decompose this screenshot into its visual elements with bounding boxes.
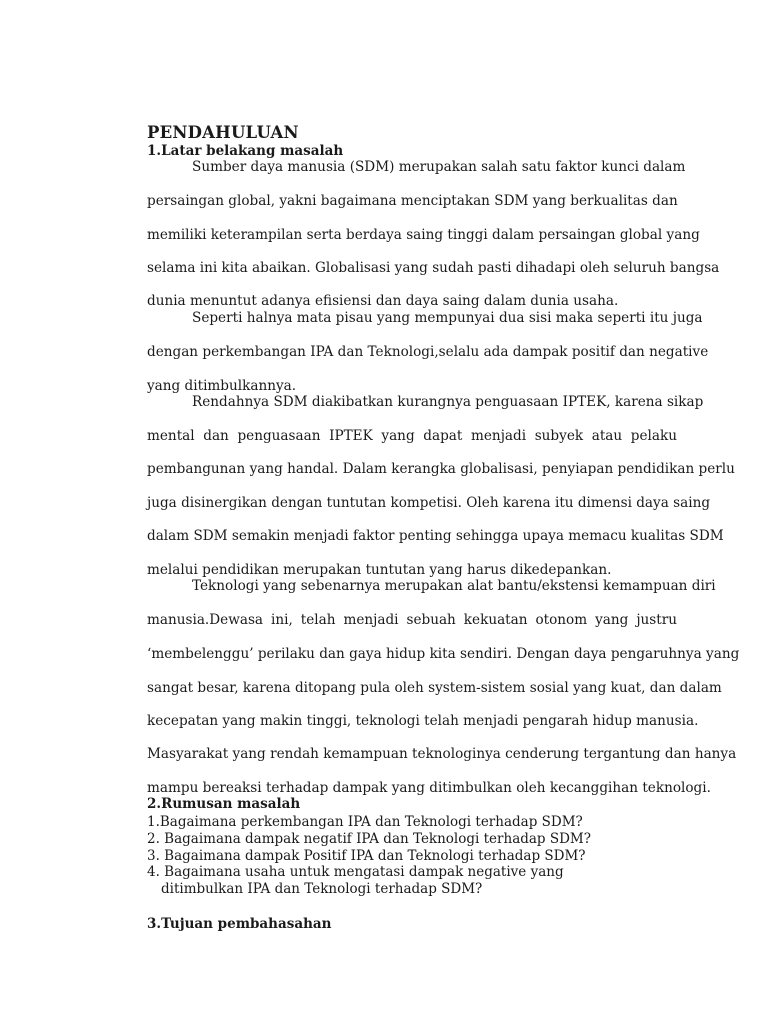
list-item: 2. Bagaimana dampak negatif IPA dan Teknologi terhadap SDM? [147,830,591,847]
paragraph-line: Teknologi yang sebenarnya merupakan alat bantu/ekstensi kemampuan diri [192,578,716,594]
list-item: 4. Bagaimana usaha untuk mengatasi dampak negative yang [147,864,564,881]
list-item: 1.Bagaimana perkembangan IPA dan Teknologi terhadap SDM? [147,814,583,830]
document-title: PENDAHULUAN [147,123,299,142]
paragraph-line: selama ini kita abaikan. Globalisasi yang sudah pasti dihadapi oleh seluruh bangsa [147,260,720,276]
paragraph-line: ‘membelenggu’ perilaku dan gaya hidup kita sendiri. Dengan daya pengaruhnya yang [147,646,740,662]
section-heading-rumusan-masalah: 2.Rumusan masalah [147,796,301,812]
paragraph-line: Seperti halnya mata pisau yang mempunyai dua sisi maka seperti itu juga [192,310,703,326]
paragraph-line: mental dan penguasaan IPTEK yang dapat menjadi subyek atau pelaku [147,428,677,444]
paragraph-line: yang ditimbulkannya. [147,378,297,394]
paragraph-line: memiliki keterampilan serta berdaya saing tinggi dalam persaingan global yang [147,227,700,243]
paragraph-line: mampu bereaksi terhadap dampak yang ditimbulkan oleh kecanggihan teknologi. [147,780,711,796]
paragraph-line: dunia menuntut adanya efisiensi dan daya saing dalam dunia usaha. [147,293,619,309]
paragraph-line: Masyarakat yang rendah kemampuan teknologinya cenderung tergantung dan hanya [147,746,737,762]
paragraph-line: sangat besar, karena ditopang pula oleh system-sistem sosial yang kuat, dan dalam [147,680,722,696]
paragraph-line: manusia.Dewasa ini, telah menjadi sebuah kekuatan otonom yang justru [147,612,677,628]
paragraph-line: pembangunan yang handal. Dalam kerangka globalisasi, penyiapan pendidikan perlu [147,461,735,477]
paragraph-line: juga disinergikan dengan tuntutan kompetisi. Oleh karena itu dimensi daya saing [147,495,711,511]
paragraph-line: dalam SDM semakin menjadi faktor penting sehingga upaya memacu kualitas SDM [147,528,724,544]
paragraph-line: persaingan global, yakni bagaimana menciptakan SDM yang berkualitas dan [147,193,678,209]
paragraph-line: kecepatan yang makin tinggi, teknologi telah menjadi pengarah hidup manusia. [147,713,699,729]
paragraph-line: Sumber daya manusia (SDM) merupakan salah satu faktor kunci dalam [192,159,686,175]
section-heading-tujuan: 3.Tujuan pembahasahan [147,916,332,932]
list-item: 3. Bagaimana dampak Positif IPA dan Teknologi terhadap SDM? [147,847,586,864]
paragraph-line: melalui pendidikan merupakan tuntutan yang harus dikedepankan. [147,562,612,578]
problem-list [147,814,591,898]
paragraph-line: dengan perkembangan IPA dan Teknologi,selalu ada dampak positif dan negative [147,344,709,360]
paragraph-line: Rendahnya SDM diakibatkan kurangnya penguasaan IPTEK, karena sikap [192,394,704,410]
list-item-continuation: ditimbulkan IPA dan Teknologi terhadap SDM? [161,881,483,898]
section-heading-latar-belakang: 1.Latar belakang masalah [147,143,344,159]
